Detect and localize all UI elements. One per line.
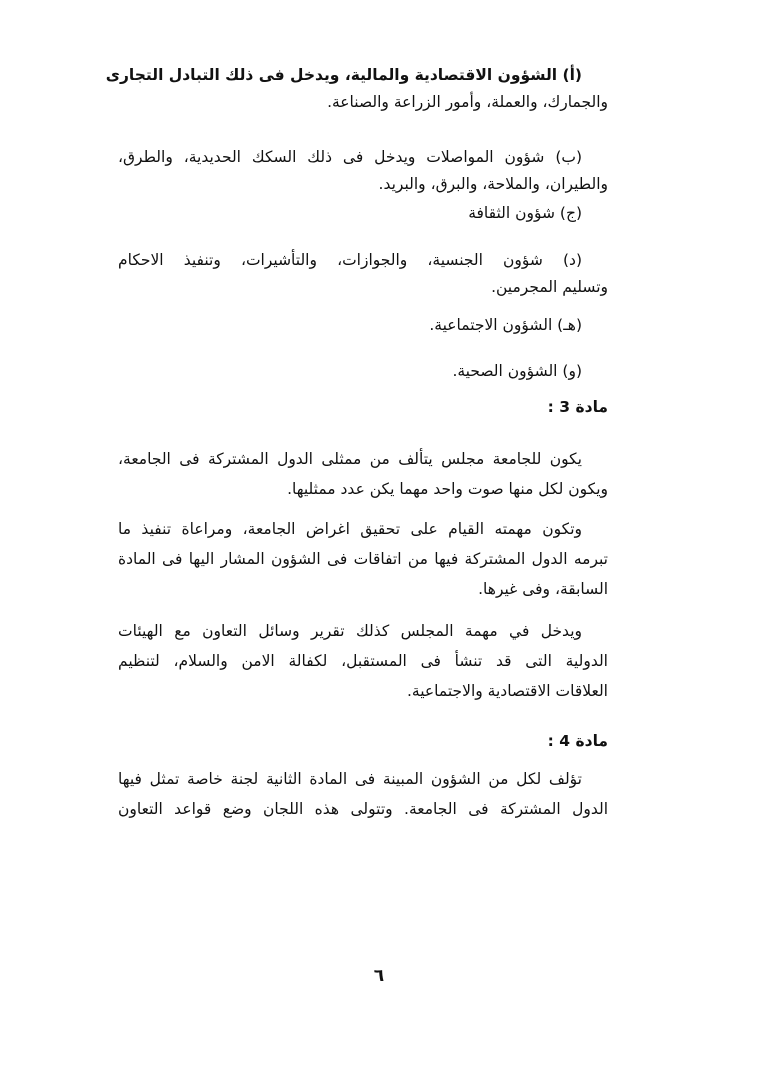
item-e: (هـ) الشؤون الاجتماعية. — [429, 316, 582, 334]
item-b-line-1: (ب) شؤون المواصلات ويدخل فى ذلك السكك الحديدية، والطرق، — [118, 148, 582, 166]
article-4-p1-line-1: تؤلف لكل من الشؤون المبينة فى المادة الثانية لجنة خاصة تمثل فيها — [118, 770, 582, 788]
article-3-p3-line-2: الدولية التى قد تنشأ فى المستقبل، لكفالة الامن والسلام، لتنظيم — [118, 652, 608, 670]
article-4-heading: مادة 4 : — [547, 732, 608, 750]
item-a-line-2: والجمارك، والعملة، وأمور الزراعة والصناعة. — [327, 93, 608, 111]
article-3-p1-line-1: يكون للجامعة مجلس يتألف من ممثلى الدول المشتركة فى الجامعة، — [118, 450, 582, 468]
item-d-line-1: (د) شؤون الجنسية، والجوازات، والتأشيرات، وتنفيذ الاحكام — [118, 251, 582, 269]
article-3-p2-line-1: وتكون مهمته القيام على تحقيق اغراض الجامعة، ومراعاة تنفيذ ما — [118, 520, 582, 538]
article-3-heading: مادة 3 : — [547, 398, 608, 416]
item-f: (و) الشؤون الصحية. — [452, 362, 582, 380]
article-3-p3-line-1: ويدخل في مهمة المجلس كذلك تقرير وسائل التعاون مع الهيئات — [118, 622, 582, 640]
article-4-p1-line-2: الدول المشتركة فى الجامعة. وتتولى هذه اللجان وضع قواعد التعاون — [118, 800, 608, 818]
article-3-p2-line-2: تبرمه الدول المشتركة فيها من اتفاقات فى الشؤون المشار اليها فى المادة — [118, 550, 608, 568]
article-3-p2-line-3: السابقة، وفى غيرها. — [478, 580, 608, 598]
article-3-p3-line-3: العلاقات الاقتصادية والاجتماعية. — [407, 682, 608, 700]
item-a-line-1: (أ) الشؤون الاقتصادية والمالية، ويدخل فى ذلك التبادل التجارى — [105, 66, 582, 84]
page-number: ٦ — [373, 966, 385, 986]
item-b-line-2: والطيران، والملاحة، والبرق، والبريد. — [378, 175, 608, 193]
item-d-line-2: وتسليم المجرمين. — [491, 278, 608, 296]
item-c: (ج) شؤون الثقافة — [468, 204, 582, 222]
article-3-p1-line-2: ويكون لكل منها صوت واحد مهما يكن عدد ممثليها. — [287, 480, 608, 498]
